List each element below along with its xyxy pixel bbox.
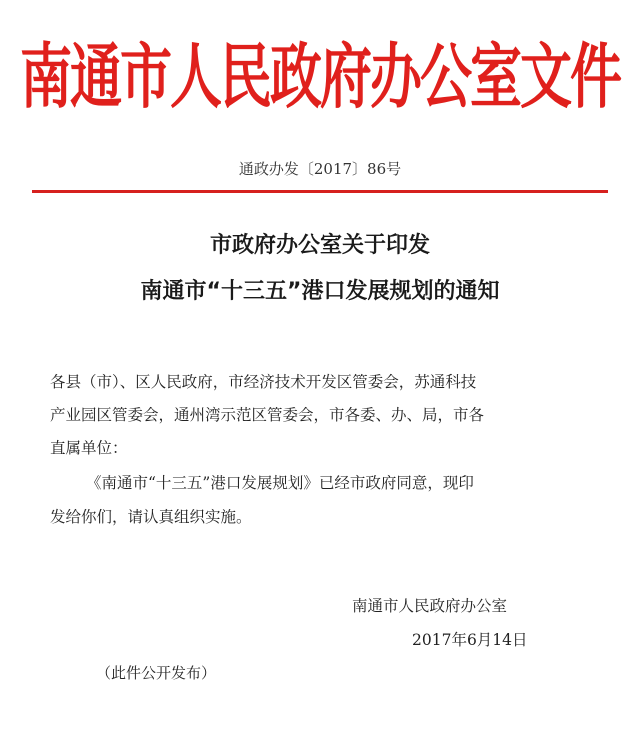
body-line: 各县（市）、区人民政府，市经济技术开发区管委会，苏通科技 bbox=[50, 373, 477, 391]
document-number: 通政办发〔2017〕86号 bbox=[238, 160, 402, 178]
body-line: 产业园区管委会，通州湾示范区管委会，市各委、办、局，市各 bbox=[50, 406, 485, 424]
red-divider bbox=[32, 190, 608, 193]
document-header-title: 南通市人民政府办公室文件 bbox=[19, 36, 620, 118]
signature-issuer: 南通市人民政府办公室 bbox=[352, 597, 508, 615]
release-note: （此件公开发布） bbox=[96, 664, 217, 682]
notice-title-line-1: 市政府办公室关于印发 bbox=[209, 233, 430, 258]
signature-date: 2017年6月14日 bbox=[412, 631, 528, 649]
body-line: 发给你们，请认真组织实施。 bbox=[50, 508, 252, 526]
body-line: 直属单位： bbox=[50, 439, 128, 457]
notice-title-line-2: 南通市“十三五”港口发展规划的通知 bbox=[140, 279, 500, 304]
body-line: 《南通市“十三五”港口发展规划》已经市政府同意，现印 bbox=[86, 474, 474, 492]
